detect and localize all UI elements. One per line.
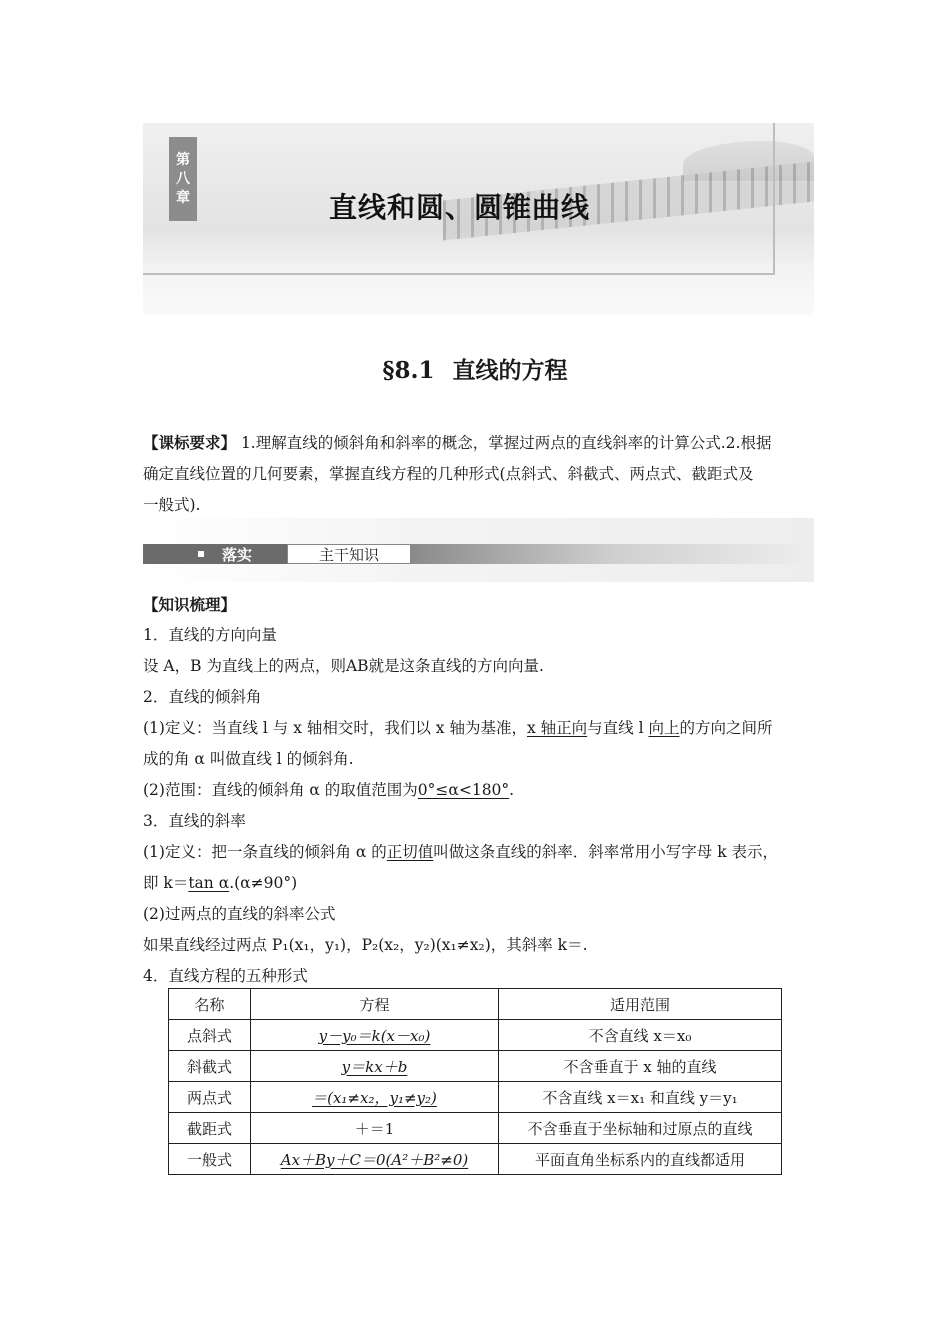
form-equation [251,1051,499,1082]
requirements-line: 1.理解直线的倾斜角和斜率的概念，掌握过两点的直线斜率的计算公式.2.根据 [236,434,772,452]
table-row [169,1144,782,1175]
table-row [169,1082,782,1113]
chapter-tag-char: 八 [176,170,190,187]
requirements-line: 确定直线位置的几何要素，掌握直线方程的几种形式(点斜式、斜截式、两点式、截距式及 [143,465,754,483]
equation-answer: y－y₀＝k(x－x₀) [318,1026,431,1045]
form-scope: 不含垂直于 x 轴的直线 [499,1051,782,1082]
form-equation [251,1144,499,1175]
table-header: 名称 [169,989,251,1020]
knowledge-heading: 【知识梳理】 [143,595,237,614]
form-name: 斜截式 [169,1051,251,1082]
text-segment: (1)定义：当直线 l 与 x 轴相交时，我们以 x 轴为基准， [143,719,527,737]
text-segment: 叫做这条直线的斜率．斜率常用小写字母 k 表示， [433,843,779,861]
knowledge-item-heading: 4．直线方程的五种形式 [143,967,308,985]
knowledge-text [143,868,823,899]
form-equation: ＋＝1 [251,1113,499,1144]
knowledge-item-heading: 3．直线的斜率 [143,812,246,830]
table-row [169,1020,782,1051]
section-name: 直线的方程 [452,357,568,384]
text-segment: 与直线 l [587,719,649,737]
form-scope: 不含垂直于坐标轴和过原点的直线 [499,1113,782,1144]
form-name: 一般式 [169,1144,251,1175]
strip-light-label: 主干知识 [287,544,411,564]
strip-dark-label [143,544,287,564]
knowledge-section [143,589,823,992]
text-segment: (2)范围：直线的倾斜角 α 的取值范围为 [143,781,418,799]
table-header-row [169,989,782,1020]
form-name: 两点式 [169,1082,251,1113]
chapter-title: 直线和圆、圆锥曲线 [329,191,591,224]
equation-answer: y＝kx＋b [341,1057,408,1076]
knowledge-text [143,775,823,806]
form-scope: 平面直角坐标系内的直线都适用 [499,1144,782,1175]
knowledge-item-heading: 2．直线的倾斜角 [143,688,262,706]
table-header: 方程 [251,989,499,1020]
form-equation [251,1020,499,1051]
table-header: 适用范围 [499,989,782,1020]
line-equation-forms-table [168,988,782,1175]
equation-answer: ＝(x₁≠x₂，y₁≠y₂) [312,1088,437,1107]
table-row [169,1051,782,1082]
chapter-tag-char: 章 [176,189,190,206]
knowledge-text: 如果直线经过两点 P₁(x₁，y₁)，P₂(x₂，y₂)(x₁≠x₂)，其斜率 k＝. [143,936,588,954]
equation-answer: Ax＋By＋C＝0(A²＋B²≠0) [280,1150,469,1169]
text-segment: 的方向之间所 [679,719,773,737]
text-segment: .(α≠90°) [229,874,298,892]
requirements-line: 一般式). [143,496,201,514]
requirements-paragraph [143,427,823,521]
form-scope: 不含直线 x＝x₀ [499,1020,782,1051]
knowledge-text: (2)过两点的直线的斜率公式 [143,905,336,923]
square-bullet-icon [198,551,204,557]
text-segment: . [509,781,515,799]
knowledge-item-heading: 1．直线的方向向量 [143,626,277,644]
underlined-answer: 正切值 [386,843,434,861]
chapter-tag-char: 第 [176,151,190,168]
form-name: 点斜式 [169,1020,251,1051]
underlined-answer: x 轴正向 [526,719,588,737]
form-equation [251,1082,499,1113]
section-title [0,352,950,385]
underlined-answer: 向上 [648,719,680,737]
requirements-label: 【课标要求】 [143,433,237,452]
chapter-banner [143,123,814,315]
table-row [169,1113,782,1144]
chapter-tag [169,137,197,221]
form-name: 截距式 [169,1113,251,1144]
form-scope: 不含直线 x＝x₁ 和直线 y＝y₁ [499,1082,782,1113]
underlined-answer: 0°≤α<180° [417,781,510,799]
knowledge-text [143,713,823,744]
text-segment: 即 k＝ [143,874,189,892]
strip-dark-text: 落实 [222,545,253,564]
section-number: §8.1 [382,357,435,384]
knowledge-text: 成的角 α 叫做直线 l 的倾斜角. [143,750,354,768]
underlined-answer: tan α [188,874,230,892]
text-segment: (1)定义：把一条直线的倾斜角 α 的 [143,843,387,861]
knowledge-text [143,837,823,868]
knowledge-text: 设 A，B 为直线上的两点，则AB就是这条直线的方向向量. [143,657,544,675]
